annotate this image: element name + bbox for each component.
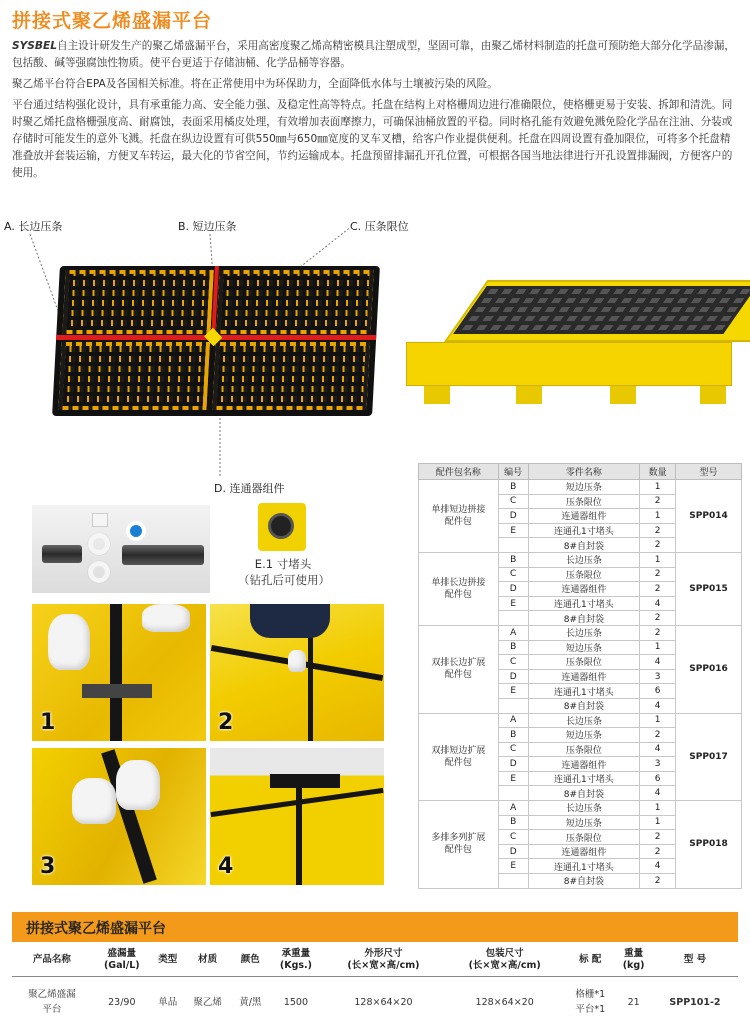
- quantity-cell: 2: [640, 874, 676, 889]
- code-cell: [498, 786, 528, 801]
- part-name-cell: 连通器组件: [528, 669, 640, 684]
- brand-name: SYSBEL: [12, 40, 57, 52]
- spec-title: 拼接式聚乙烯盛漏平台: [26, 921, 166, 937]
- column-header: 数量: [640, 464, 676, 480]
- part-name-cell: 连通孔1寸堵头: [528, 596, 640, 611]
- column-header: 型号: [676, 464, 742, 480]
- quantity-cell: 4: [640, 786, 676, 801]
- kit-name-cell: 双排长边扩展 配件包: [419, 625, 499, 713]
- plug-caption: E.1 寸堵头: [254, 557, 312, 571]
- code-cell: [498, 698, 528, 713]
- part-name-cell: 8#自封袋: [528, 538, 640, 553]
- step-4-photo: [210, 748, 384, 885]
- code-cell: A: [498, 625, 528, 640]
- quantity-cell: 2: [640, 567, 676, 582]
- quantity-cell: 6: [640, 771, 676, 786]
- spec-table: [12, 944, 738, 1028]
- plug-photo: [258, 503, 306, 551]
- code-cell: D: [498, 582, 528, 597]
- seal-ring: [88, 533, 110, 555]
- quantity-cell: 4: [640, 698, 676, 713]
- quantity-cell: 2: [640, 582, 676, 597]
- spec-column-header: 产品名称: [12, 944, 92, 976]
- pallet-3d-image: [404, 280, 740, 410]
- part-name-cell: 长边压条: [528, 713, 640, 728]
- quantity-cell: 1: [640, 480, 676, 495]
- kit-name-cell: 双排短边扩展 配件包: [419, 713, 499, 801]
- spec-column-header: 承重量 (Kgs.): [269, 944, 323, 976]
- spec-cell: 格栅*1 平台*1: [575, 989, 606, 1016]
- model-cell: SPP016: [676, 625, 742, 713]
- part-name-cell: 8#自封袋: [528, 874, 640, 889]
- quantity-cell: 1: [640, 801, 676, 816]
- pallet-leg: [700, 386, 726, 404]
- code-cell: D: [498, 509, 528, 524]
- code-cell: C: [498, 567, 528, 582]
- kit-name-cell: 多排多列扩展 配件包: [419, 801, 499, 889]
- spec-cell: 聚乙烯: [193, 996, 222, 1008]
- plug-caption-note: （钻孔后可使用）: [238, 573, 330, 587]
- intro-paragraph-3: 平台通过结构强化设计，具有承重能力高、安全能力强、及稳定性高等特点。托盘在结构上对格栅周边进行准确限位，使格栅更易于安装、拆卸和清洗。同时聚乙烯托盘格栅强度高、耐腐蚀，表面采用橘皮处理，有效增加表面摩擦力，可确保油桶放置的平稳。同时格孔能有效避免溅免险化学品在注油、分装或存储时可能发生的意外飞溅。托盘在纵边设置有可供550㎜与650㎜宽度的叉车叉槽，给客户作业提供便利。托盘在四周设置有叠加限位，可将多个托盘精准叠放并套装运输，方便叉车转运，最大化的节省空间，节约运输成本。托盘预留排漏孔开孔位置，可根据各国当地法律进行开孔设置排漏阀，方便客户的使用。: [12, 99, 733, 179]
- part-name-cell: 压条限位: [528, 655, 640, 670]
- part-name-cell: 连通孔1寸堵头: [528, 684, 640, 699]
- code-cell: A: [498, 713, 528, 728]
- quantity-cell: 2: [640, 538, 676, 553]
- part-name-cell: 连通孔1寸堵头: [528, 523, 640, 538]
- model-cell: SPP015: [676, 552, 742, 625]
- part-name-cell: 压条限位: [528, 494, 640, 509]
- table-row: [419, 480, 742, 495]
- part-name-cell: 压条限位: [528, 742, 640, 757]
- part-name-cell: 短边压条: [528, 815, 640, 830]
- part-name-cell: 连通孔1寸堵头: [528, 771, 640, 786]
- spec-title-bar: [12, 912, 738, 942]
- accessory-kit-table: [418, 463, 742, 889]
- code-cell: [498, 874, 528, 889]
- grate-bottom-right: [212, 342, 370, 410]
- code-cell: E: [498, 684, 528, 699]
- quantity-cell: 2: [640, 625, 676, 640]
- quantity-cell: 4: [640, 742, 676, 757]
- spec-cell: SPP101-2: [669, 996, 721, 1008]
- spec-cell: 128×64×20: [354, 996, 413, 1008]
- step-1-photo: [32, 604, 206, 741]
- spec-cell: 聚乙烯盛漏 平台: [28, 989, 76, 1016]
- part-name-cell: 短边压条: [528, 480, 640, 495]
- quantity-cell: 1: [640, 815, 676, 830]
- code-cell: D: [498, 844, 528, 859]
- code-cell: B: [498, 640, 528, 655]
- code-cell: E: [498, 596, 528, 611]
- spec-cell: 21: [627, 996, 640, 1008]
- step-2-photo: [210, 604, 384, 741]
- code-cell: C: [498, 742, 528, 757]
- spec-data-row: [12, 976, 738, 1028]
- code-cell: [498, 611, 528, 626]
- grate-bottom-left: [58, 342, 210, 410]
- quantity-cell: 2: [640, 494, 676, 509]
- blue-tape: [126, 521, 146, 541]
- connector-parts-photo: [32, 505, 210, 593]
- leader-lines: [0, 0, 750, 500]
- code-cell: C: [498, 655, 528, 670]
- kit-name-cell: 单排短边拼接 配件包: [419, 480, 499, 553]
- quantity-cell: 2: [640, 728, 676, 743]
- table-row: [419, 625, 742, 640]
- label-b: B. 短边压条: [178, 220, 237, 233]
- page-title: 拼接式聚乙烯盛漏平台: [12, 10, 213, 32]
- quantity-cell: 1: [640, 640, 676, 655]
- spec-cell: 1500: [283, 996, 308, 1008]
- part-name-cell: 连通器组件: [528, 509, 640, 524]
- quantity-cell: 1: [640, 713, 676, 728]
- pallet-leg: [424, 386, 450, 404]
- spec-header-row: [12, 944, 738, 976]
- part-name-cell: 长边压条: [528, 801, 640, 816]
- quantity-cell: 2: [640, 523, 676, 538]
- intro-p1-text: 自主设计研发生产的聚乙烯盛漏平台，采用高密度聚乙烯高精密模具注塑成型，坚固可靠，由聚乙烯材料制造的托盘可预防绝大部分化学品渗漏，包括酸、碱等强腐蚀性物质。使平台更适于存储油桶、化学品桶等容器。: [12, 40, 735, 69]
- grate-top-left: [62, 270, 213, 334]
- part-name-cell: 短边压条: [528, 640, 640, 655]
- quantity-cell: 6: [640, 684, 676, 699]
- spec-column-header: 包装尺寸 (长×宽×高/cm): [444, 944, 565, 976]
- spec-column-header: 重量 (kg): [615, 944, 652, 976]
- spec-column-header: 盛漏量 (Gal/L): [92, 944, 152, 976]
- code-cell: D: [498, 669, 528, 684]
- step-3-photo: [32, 748, 206, 885]
- part-name-cell: 8#自封袋: [528, 698, 640, 713]
- step-number: 3: [40, 854, 56, 879]
- quantity-cell: 3: [640, 669, 676, 684]
- table-header-row: [419, 464, 742, 480]
- code-cell: E: [498, 771, 528, 786]
- part-name-cell: 压条限位: [528, 567, 640, 582]
- part-name-cell: 连通器组件: [528, 844, 640, 859]
- quantity-cell: 3: [640, 757, 676, 772]
- connector-pipe: [42, 545, 82, 563]
- label-d: D. 连通器组件: [214, 482, 285, 495]
- quantity-cell: 1: [640, 509, 676, 524]
- label-c: C. 压条限位: [350, 220, 409, 233]
- table-row: [419, 552, 742, 567]
- spec-cell: 黄/黑: [239, 996, 262, 1008]
- part-name-cell: 8#自封袋: [528, 611, 640, 626]
- pallet-leg: [516, 386, 542, 404]
- column-header: 编号: [498, 464, 528, 480]
- part-name-cell: 压条限位: [528, 830, 640, 845]
- part-name-cell: 8#自封袋: [528, 786, 640, 801]
- spec-cell: 128×64×20: [475, 996, 534, 1008]
- spec-column-header: 型 号: [652, 944, 738, 976]
- step-number: 1: [40, 710, 56, 735]
- quantity-cell: 2: [640, 830, 676, 845]
- quantity-cell: 4: [640, 655, 676, 670]
- quantity-cell: 4: [640, 859, 676, 874]
- model-cell: SPP014: [676, 480, 742, 553]
- spec-column-header: 材质: [184, 944, 232, 976]
- intro-paragraph-2: 聚乙烯平台符合EPA及各国相关标准。将在正常使用中为环保助力，全面降低水体与土壤被污染的风险。: [12, 78, 498, 90]
- column-header: 零件名称: [528, 464, 640, 480]
- code-cell: B: [498, 480, 528, 495]
- part-name-cell: 连通器组件: [528, 757, 640, 772]
- model-cell: SPP018: [676, 801, 742, 889]
- white-plug: [92, 513, 108, 527]
- part-name-cell: 长边压条: [528, 552, 640, 567]
- seal-ring: [88, 561, 110, 583]
- spec-cell: 23/90: [108, 996, 136, 1008]
- column-header: 配件包名称: [419, 464, 499, 480]
- spec-column-header: 类型: [152, 944, 184, 976]
- spec-cell: 单品: [158, 996, 178, 1008]
- connector-pipe: [122, 545, 204, 565]
- code-cell: [498, 538, 528, 553]
- grate-top-right: [216, 270, 373, 334]
- spec-column-header: 颜色: [232, 944, 269, 976]
- quantity-cell: 2: [640, 611, 676, 626]
- quantity-cell: 4: [640, 596, 676, 611]
- part-name-cell: 连通孔1寸堵头: [528, 859, 640, 874]
- step-number: 4: [218, 854, 234, 879]
- model-cell: SPP017: [676, 713, 742, 801]
- part-name-cell: 短边压条: [528, 728, 640, 743]
- code-cell: B: [498, 728, 528, 743]
- code-cell: E: [498, 859, 528, 874]
- code-cell: E: [498, 523, 528, 538]
- part-name-cell: 长边压条: [528, 625, 640, 640]
- code-cell: C: [498, 494, 528, 509]
- code-cell: C: [498, 830, 528, 845]
- modular-pallet-image: [52, 266, 380, 416]
- step-number: 2: [218, 710, 234, 735]
- code-cell: D: [498, 757, 528, 772]
- pallet-leg: [610, 386, 636, 404]
- label-a: A. 长边压条: [4, 220, 63, 233]
- part-name-cell: 连通器组件: [528, 582, 640, 597]
- quantity-cell: 2: [640, 844, 676, 859]
- table-row: [419, 713, 742, 728]
- pallet-front: [406, 342, 732, 386]
- kit-name-cell: 单排长边拼接 配件包: [419, 552, 499, 625]
- table-row: [419, 801, 742, 816]
- code-cell: A: [498, 801, 528, 816]
- code-cell: B: [498, 552, 528, 567]
- spec-column-header: 标 配: [565, 944, 615, 976]
- pallet-grate: [453, 286, 750, 334]
- code-cell: B: [498, 815, 528, 830]
- spec-column-header: 外形尺寸 (长×宽×高/cm): [323, 944, 444, 976]
- quantity-cell: 1: [640, 552, 676, 567]
